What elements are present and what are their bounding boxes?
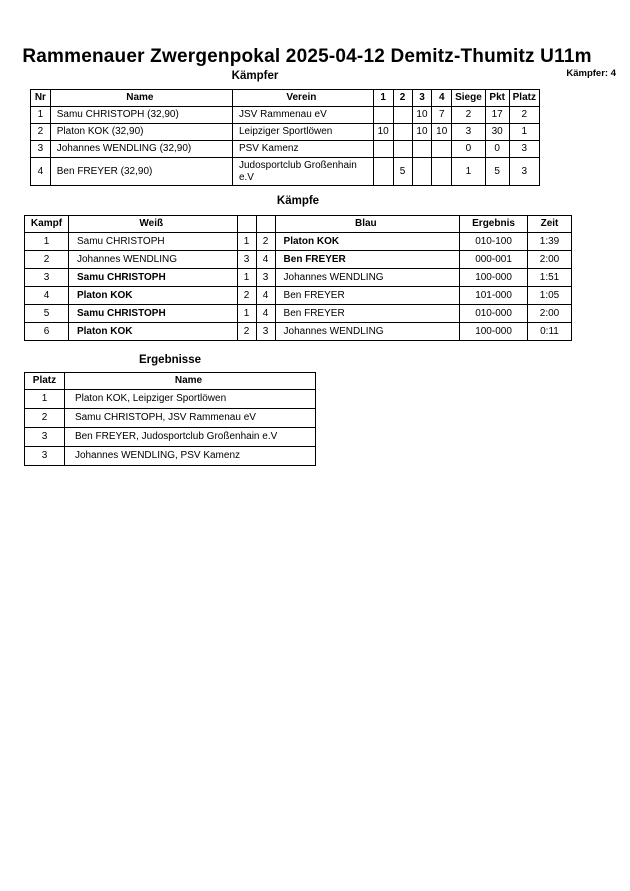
cell-ergebnis: 000-001 xyxy=(460,251,528,269)
cell-platz: 3 xyxy=(25,447,65,466)
cell-verein: Leipziger Sportlöwen xyxy=(232,124,373,141)
cell-blau-nr: 4 xyxy=(256,251,275,269)
col-match-1: 1 xyxy=(373,90,393,107)
ergebnisse-table xyxy=(24,372,316,466)
cell-blau-nr: 4 xyxy=(256,287,275,305)
cell-siege: 2 xyxy=(452,107,486,124)
cell-kampf: 2 xyxy=(25,251,69,269)
kaempfer-table xyxy=(30,89,540,186)
col-match-3: 3 xyxy=(412,90,432,107)
cell-platz: 2 xyxy=(25,409,65,428)
cell-blau-nr: 3 xyxy=(256,269,275,287)
cell-weiss-nr: 2 xyxy=(237,323,256,341)
col-name: Name xyxy=(50,90,232,107)
cell-ergebnis: 101-000 xyxy=(460,287,528,305)
cell-pkt: 5 xyxy=(485,158,509,186)
cell-nr: 1 xyxy=(31,107,51,124)
cell-blau: Ben FREYER xyxy=(275,251,460,269)
page-title: Rammenauer Zwergenpokal 2025-04-12 Demitz-Thumitz U11m xyxy=(22,46,592,67)
table-row xyxy=(31,124,540,141)
table-row xyxy=(25,390,316,409)
cell-zeit: 0:11 xyxy=(528,323,572,341)
cell-weiss: Johannes WENDLING xyxy=(68,251,237,269)
cell-match-1 xyxy=(373,141,393,158)
cell-kampf: 1 xyxy=(25,233,69,251)
cell-weiss-nr: 1 xyxy=(237,233,256,251)
cell-zeit: 1:05 xyxy=(528,287,572,305)
table-row xyxy=(25,409,316,428)
col-match-4: 4 xyxy=(432,90,452,107)
cell-pkt: 30 xyxy=(485,124,509,141)
cell-match-4 xyxy=(432,158,452,186)
cell-ergebnis: 100-000 xyxy=(460,269,528,287)
cell-zeit: 1:51 xyxy=(528,269,572,287)
table-row xyxy=(25,305,572,323)
cell-platz: 3 xyxy=(509,141,539,158)
cell-ergebnis: 100-000 xyxy=(460,323,528,341)
cell-kampf: 6 xyxy=(25,323,69,341)
cell-match-2 xyxy=(393,107,412,124)
cell-name: Johannes WENDLING (32,90) xyxy=(50,141,232,158)
cell-weiss: Platon KOK xyxy=(68,323,237,341)
cell-ergebnis: 010-100 xyxy=(460,233,528,251)
cell-match-4 xyxy=(432,141,452,158)
cell-zeit: 2:00 xyxy=(528,251,572,269)
cell-blau-nr: 4 xyxy=(256,305,275,323)
table-header-row xyxy=(25,373,316,390)
cell-platz: 3 xyxy=(509,158,539,186)
col-nr: Nr xyxy=(31,90,51,107)
cell-weiss-nr: 3 xyxy=(237,251,256,269)
cell-verein: Judosportclub Großenhain e.V xyxy=(232,158,373,186)
col-siege: Siege xyxy=(452,90,486,107)
table-row xyxy=(25,428,316,447)
cell-match-1 xyxy=(373,158,393,186)
cell-name: Ben FREYER (32,90) xyxy=(50,158,232,186)
cell-weiss-nr: 1 xyxy=(237,269,256,287)
cell-pkt: 17 xyxy=(485,107,509,124)
kaempfer-count: Kämpfer: 4 xyxy=(566,68,616,79)
cell-match-4: 10 xyxy=(432,124,452,141)
cell-platz: 3 xyxy=(25,428,65,447)
table-row xyxy=(31,107,540,124)
cell-match-4: 7 xyxy=(432,107,452,124)
cell-platz: 1 xyxy=(509,124,539,141)
cell-kampf: 5 xyxy=(25,305,69,323)
table-row xyxy=(25,251,572,269)
table-row xyxy=(25,233,572,251)
cell-match-3: 10 xyxy=(412,124,432,141)
cell-match-2: 5 xyxy=(393,158,412,186)
cell-name: Johannes WENDLING, PSV Kamenz xyxy=(64,447,315,466)
cell-siege: 0 xyxy=(452,141,486,158)
col-weiss: Weiß xyxy=(68,216,237,233)
table-row xyxy=(31,158,540,186)
cell-siege: 3 xyxy=(452,124,486,141)
col-verein: Verein xyxy=(232,90,373,107)
cell-weiss: Samu CHRISTOPH xyxy=(68,233,237,251)
cell-verein: JSV Rammenau eV xyxy=(232,107,373,124)
col-blau-nr xyxy=(256,216,275,233)
cell-name: Platon KOK, Leipziger Sportlöwen xyxy=(64,390,315,409)
cell-weiss: Samu CHRISTOPH xyxy=(68,269,237,287)
col-ergebnis: Ergebnis xyxy=(460,216,528,233)
cell-name: Samu CHRISTOPH, JSV Rammenau eV xyxy=(64,409,315,428)
col-pkt: Pkt xyxy=(485,90,509,107)
cell-match-1: 10 xyxy=(373,124,393,141)
cell-weiss: Platon KOK xyxy=(68,287,237,305)
table-row xyxy=(25,323,572,341)
col-zeit: Zeit xyxy=(528,216,572,233)
cell-blau: Johannes WENDLING xyxy=(275,269,460,287)
cell-zeit: 1:39 xyxy=(528,233,572,251)
cell-platz: 1 xyxy=(25,390,65,409)
cell-match-2 xyxy=(393,141,412,158)
table-header-row xyxy=(25,216,572,233)
cell-pkt: 0 xyxy=(485,141,509,158)
cell-name: Platon KOK (32,90) xyxy=(50,124,232,141)
cell-verein: PSV Kamenz xyxy=(232,141,373,158)
cell-ergebnis: 010-000 xyxy=(460,305,528,323)
table-row xyxy=(25,447,316,466)
kaempfe-table xyxy=(24,215,572,341)
col-blau: Blau xyxy=(275,216,460,233)
cell-weiss: Samu CHRISTOPH xyxy=(68,305,237,323)
cell-match-2 xyxy=(393,124,412,141)
cell-blau: Platon KOK xyxy=(275,233,460,251)
cell-siege: 1 xyxy=(452,158,486,186)
col-platz: Platz xyxy=(25,373,65,390)
cell-nr: 3 xyxy=(31,141,51,158)
col-weiss-nr xyxy=(237,216,256,233)
cell-zeit: 2:00 xyxy=(528,305,572,323)
cell-match-1 xyxy=(373,107,393,124)
cell-blau-nr: 3 xyxy=(256,323,275,341)
table-header-row xyxy=(31,90,540,107)
cell-weiss-nr: 1 xyxy=(237,305,256,323)
table-row xyxy=(25,269,572,287)
cell-match-3 xyxy=(412,158,432,186)
section-heading-ergebnisse: Ergebnisse xyxy=(139,354,201,366)
col-name: Name xyxy=(64,373,315,390)
cell-name: Ben FREYER, Judosportclub Großenhain e.V xyxy=(64,428,315,447)
col-kampf: Kampf xyxy=(25,216,69,233)
cell-match-3: 10 xyxy=(412,107,432,124)
cell-blau: Johannes WENDLING xyxy=(275,323,460,341)
col-match-2: 2 xyxy=(393,90,412,107)
cell-blau: Ben FREYER xyxy=(275,287,460,305)
section-heading-kaempfer: Kämpfer xyxy=(231,70,279,82)
cell-blau: Ben FREYER xyxy=(275,305,460,323)
cell-weiss-nr: 2 xyxy=(237,287,256,305)
table-row xyxy=(25,287,572,305)
cell-name: Samu CHRISTOPH (32,90) xyxy=(50,107,232,124)
cell-kampf: 3 xyxy=(25,269,69,287)
table-row xyxy=(31,141,540,158)
cell-nr: 2 xyxy=(31,124,51,141)
col-platz: Platz xyxy=(509,90,539,107)
cell-match-3 xyxy=(412,141,432,158)
cell-nr: 4 xyxy=(31,158,51,186)
cell-blau-nr: 2 xyxy=(256,233,275,251)
cell-kampf: 4 xyxy=(25,287,69,305)
section-heading-kaempfe: Kämpfe xyxy=(276,195,320,207)
cell-platz: 2 xyxy=(509,107,539,124)
